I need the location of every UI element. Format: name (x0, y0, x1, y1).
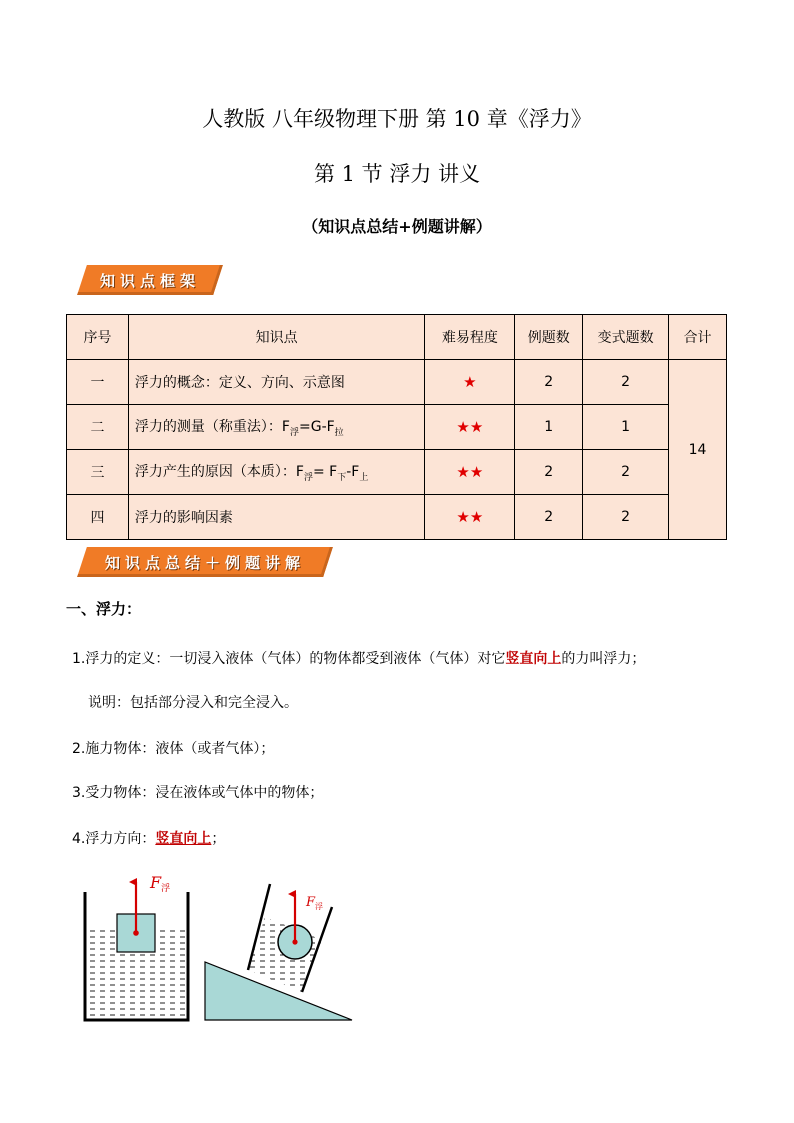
table-row (67, 405, 727, 450)
row-topic: 浮力的影响因素 (128, 495, 425, 540)
row-number: 三 (67, 450, 129, 495)
document-title: 人教版 八年级物理下册 第 10 章《浮力》 (202, 107, 592, 131)
row-number: 一 (67, 360, 129, 405)
emphasis-direction: 竖直向上 (155, 831, 212, 847)
definition-line: 1.浮力的定义：一切浸入液体（气体）的物体都受到液体（气体）对它竖直向上的力叫浮力； (72, 651, 646, 667)
row-topic: 浮力产生的原因（本质）：$F_浮= F_下-F_上$ (128, 450, 425, 495)
row-number: 四 (67, 495, 129, 540)
title-note: （知识点总结+例题讲解） (302, 217, 492, 236)
row-topic: 浮力的测量（称重法）：$F_浮=G-F_拉$ (128, 405, 425, 450)
header-cell: 知识点 (128, 315, 425, 360)
force-label-left: F浮 (150, 873, 171, 894)
row-topic: 浮力的概念：定义、方向、示意图 (128, 360, 425, 405)
table-row (67, 360, 727, 405)
row-difficulty: ★★ (425, 405, 515, 450)
row-total: 14 (669, 360, 727, 540)
force-label-right: $F_浮$ (306, 895, 324, 911)
row-number: 二 (67, 405, 129, 450)
row-variants: 2 (583, 360, 669, 405)
applier-line: 2.施力物体：液体（或者气体）； (72, 741, 275, 757)
banner-summary-label: 知识点总结＋例题讲解 (104, 553, 305, 572)
section-heading: 一、浮力： (66, 600, 142, 618)
header-cell: 难易程度 (425, 315, 515, 360)
table-row (67, 450, 727, 495)
direction-line: 4.浮力方向：竖直向上； (72, 831, 226, 847)
row-examples: 1 (515, 405, 583, 450)
beaker-figure (85, 873, 188, 1020)
row-variants: 2 (583, 450, 669, 495)
row-examples: 2 (515, 450, 583, 495)
row-examples: 2 (515, 495, 583, 540)
emphasis-vertical-up: 竖直向上 (505, 651, 562, 667)
section-title: 第 1 节 浮力 讲义 (313, 162, 481, 186)
header-cell: 合计 (669, 315, 727, 360)
definition-note: 说明：包括部分浸入和完全浸入。 (88, 695, 298, 711)
table-header-row (67, 315, 727, 360)
row-examples: 2 (515, 360, 583, 405)
incline-figure (205, 884, 352, 1020)
table-row (67, 495, 727, 540)
header-cell: 例题数 (515, 315, 583, 360)
row-variants: 1 (583, 405, 669, 450)
header-cell: 序号 (67, 315, 129, 360)
receiver-line: 3.受力物体：浸在液体或气体中的物体； (72, 785, 324, 801)
knowledge-table (66, 314, 727, 540)
banner-framework (82, 265, 218, 295)
buoyancy-diagram (70, 862, 370, 1027)
row-difficulty: ★ (425, 360, 515, 405)
row-difficulty: ★★ (425, 495, 515, 540)
row-difficulty: ★★ (425, 450, 515, 495)
header-cell: 变式题数 (583, 315, 669, 360)
banner-framework-label: 知识点框架 (99, 271, 200, 290)
row-variants: 2 (583, 495, 669, 540)
banner-summary (82, 547, 328, 577)
